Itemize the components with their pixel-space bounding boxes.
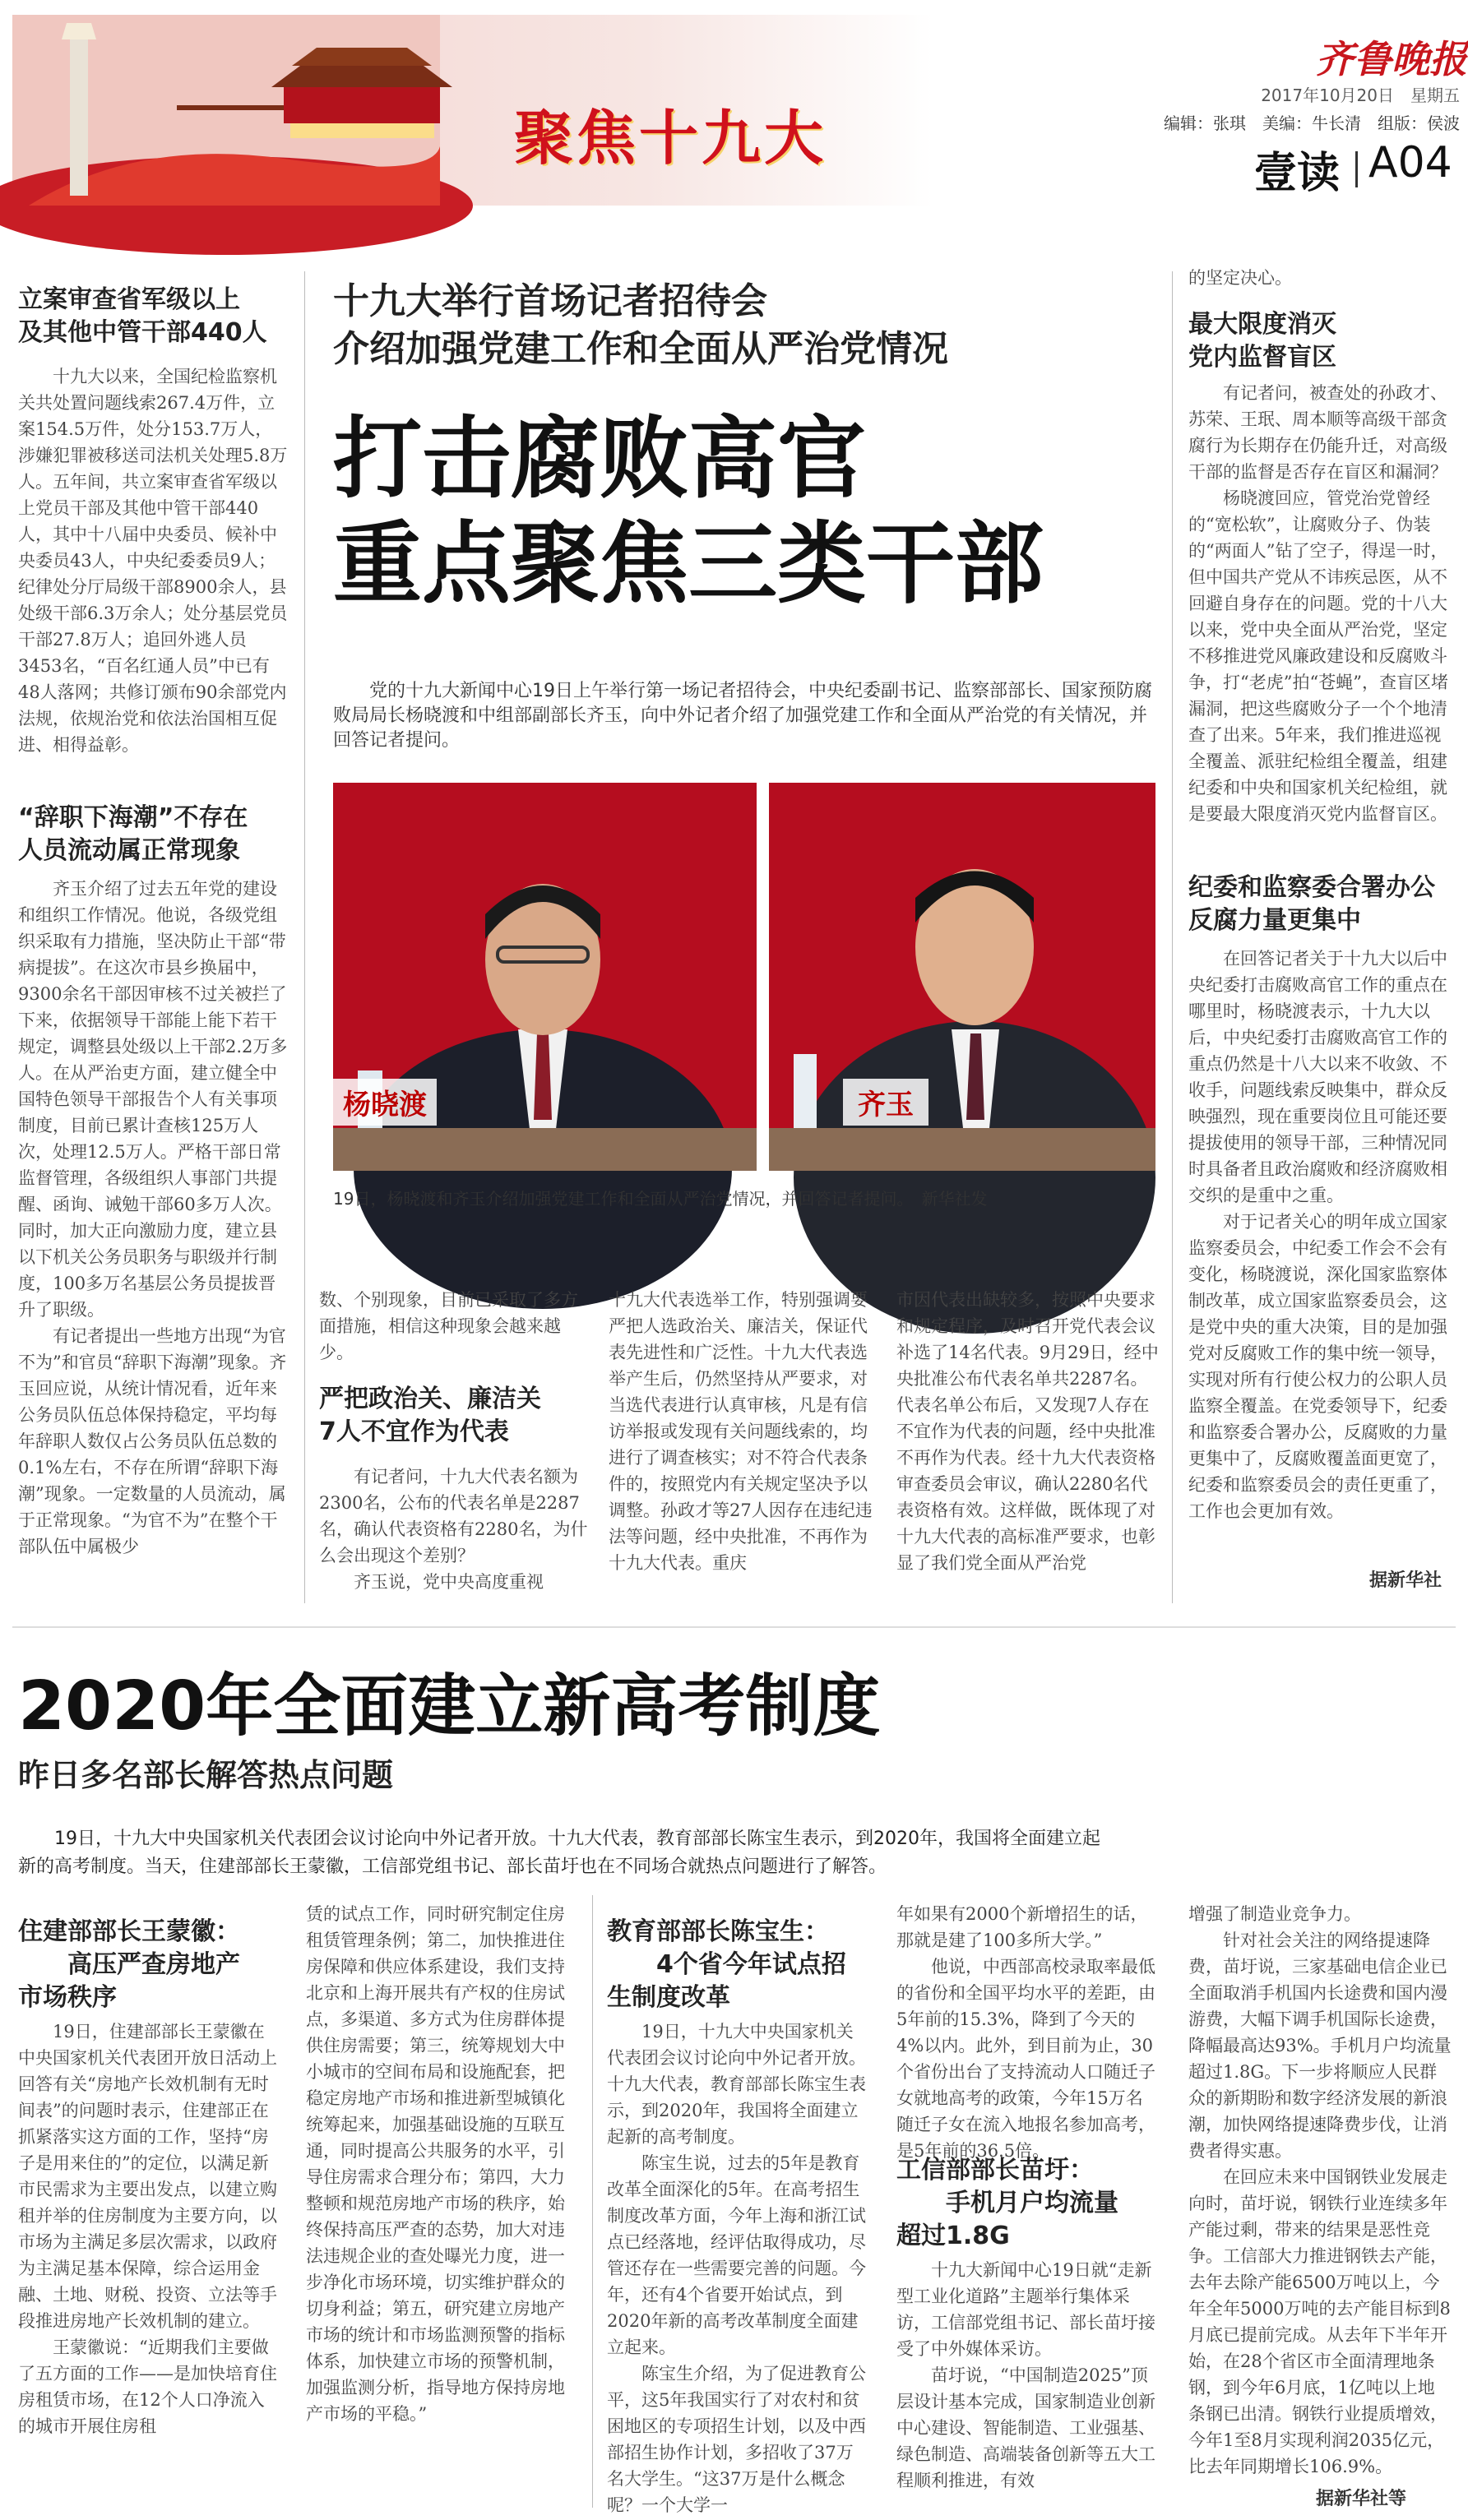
section-divider: [1355, 151, 1358, 187]
right-credit: 据新华社: [1369, 1570, 1443, 1591]
b5-body: 增强了制造业竞争力。 针对社会关注的网络提速降费，苗圩说，三家基础电信企业已全面取消手机国内长途费和国内漫游费，大幅下调手机国际长途费，降幅最高达93%。手机月户均流量超过1.8G。下一步将顺应人民群众的新期盼和数字经济发展的新浪潮，加快网络提速降费步伐，让消费者得实惠。 在回应未来中国钢铁业发展走向时，苗圩说，钢铁行业连续多年产能过剩，带来的结果是恶性竞争。工信部大力推进钢铁去产能，去年去除产能6500万吨以上，今年全年5000万吨的去产能目标到8月底已提前完成。从去年下半年开始，在28个省区市全面清理地条钢，到今年6月底，1亿吨以上地条钢已出清。钢铁行业提质增效，今年1至8月实现利润2035亿元，比去年同期增长106.9%。: [1188, 1904, 1452, 2476]
right-subhead-1: 最大限度消灭 党内监督盲区: [1188, 310, 1336, 372]
mid-col1-top: 数、个别现象，目前已采取了多方面措施，相信这种现象会越来越少。: [319, 1290, 578, 1362]
photo-qi-yu: [769, 783, 1155, 1171]
b1-subhead: 住建部部长王蒙徽： 高压严查房地产 市场秩序: [18, 1917, 240, 2012]
photo-caption: 19日，杨晓渡和齐玉介绍加强党建工作和全面从严治党情况，并回答记者提问。 新华社发: [333, 1189, 988, 1209]
section-label: 壹读: [1254, 149, 1341, 198]
lead-headline: 打击腐败高官 重点聚焦三类干部: [333, 408, 1044, 616]
right-body-1: 有记者问，被查处的孙政才、苏荣、王珉、周本顺等高级干部贪腐行为长期存在仍能升迁，对高级干部的监督是否存在盲区和漏洞？ 杨晓渡回应，管党治党曾经的“宽松软”，让腐败分子、伪装的“两面人”钻了空子，得逞一时，但中国共产党从不讳疾忌医，从不回避自身存在的问题。党的十八大以来，党中央全面从严治党，坚定不移推进党风廉政建设和反腐败斗争，打“老虎”拍“苍蝇”，查盲区堵漏洞，把这些腐败分子一个个地清查了出来。5年来，我们推进巡视全覆盖、派驻纪检组全覆盖，组建纪委和中央和国家机关纪检组，就是要最大限度消灭党内监督盲区。: [1188, 383, 1448, 824]
left-subhead-1: 立案审查省军级以上 及其他中管干部440人: [18, 285, 267, 347]
right-continued: 的坚定决心。: [1188, 268, 1292, 288]
page-number: A04: [1368, 138, 1452, 187]
right-subhead-2: 纪委和监察委合署办公 反腐力量更集中: [1188, 873, 1435, 935]
b1-body: 19日，住建部部长王蒙徽在中央国家机关代表团开放日活动上回答有关“房地产长效机制有无时间表”的问题时表示，住建部正在抓紧落实这方面的工作，坚持“房子是用来住的”的定位，以满足新市民需求为主要出发点，以建立购租并举的住房制度为主要方向，以市场为主满足多层次需求，以政府为主满足基本保障，综合运用金融、土地、财税、投资、立法等手段推进房地产长效机制的建立。 王蒙徽说：“近期我们主要做了五方面的工作——是加快培育住房租赁市场，在12个人口净流入的城市开展住房租: [18, 2022, 277, 2436]
left-body-1: 十九大以来，全国纪检监察机关共处置问题线索267.4万件，立案154.5万件，处分153.7万人，涉嫌犯罪被移送司法机关处理5.8万人。五年间，共立案审查省军级以上党员干部及其他中管干部440人，其中十八届中央委员、候补中央委员43人，中央纪委委员9人；纪律处分厅局级干部8900余人，县处级干部6.3万余人；处分基层党员干部27.8万人；追回外逃人员3453名，“百名红通人员”中已有48人落网；共修订颁布90余部党内法规，依规治党和依法治国相互促进、相得益彰。: [18, 367, 288, 755]
masthead-logo: 齐鲁晚报: [1316, 37, 1467, 81]
b3-body: 19日，十九大中央国家机关代表团会议讨论向中外记者开放。十九大代表，教育部部长陈宝生表示，到2020年，我国将全面建立起新的高考制度。 陈宝生说，过去的5年是教育改革全面深化的5年。在高考招生制度改革方面，今年上海和浙江试点已经落地，经评估取得成功，尽管还存在一些需要完善的问题。今年，还有4个省要开始试点，到2020年新的高考改革制度全面建立起来。 陈宝生介绍，为了促进教育公平，这5年我国实行了对农村和贫困地区的专项招生计划，以及中西部招生协作计划，多招收了37万名大学生。“这37万是什么概念呢？一个大学一: [607, 2022, 866, 2515]
column-rule-right: [1172, 271, 1173, 1603]
second-subheadline: 昨日多名部长解答热点问题: [18, 1757, 394, 1793]
right-body-2: 在回答记者关于十九大以后中央纪委打击腐败高官工作的重点在哪里时，杨晓渡表示，十九大以后，中央纪委打击腐败高官工作的重点仍然是十八大以来不收敛、不收手，问题线索反映集中，群众反映强烈，现在重要岗位且可能还要提拔使用的领导干部，三种情况同时具备者且政治腐败和经济腐败相交织的是重中之重。 对于记者关心的明年成立国家监察委员会，中纪委工作会不会有变化，杨晓渡说，深化国家监察体制改革，成立国家监察委员会，这是党中央的重大决策，目的是加强党对反腐败工作的集中统一领导，实现对所有行使公权力的公职人员监察全覆盖。在党委领导下，纪委和监察委合署办公，反腐败的力量更集中了，反腐败覆盖面更宽了，纪委和监察委员会的责任更重了，工作也会更加有效。: [1188, 949, 1447, 1521]
b5-credit: 据新华社等: [1316, 2489, 1407, 2509]
mid-subhead: 严把政治关、廉洁关 7人不宜作为代表: [319, 1385, 541, 1446]
second-intro: 19日，十九大中央国家机关代表团会议讨论向中外记者开放。十九大代表，教育部部长陈宝生表示，到2020年，我国将全面建立起新的高考制度。当天，住建部部长王蒙徽，工信部党组书记、部长苗圩也在不同场合就热点问题进行了解答。: [18, 1829, 1100, 1877]
editors-line: 编辑：张琪 美编：牛长清 组版：侯波: [1164, 113, 1460, 133]
mid-col1-body: 有记者问，十九大代表名额为2300名，公布的代表名单是2287名，确认代表资格有2280名，为什么会出现这个差别？ 齐玉说，党中央高度重视: [319, 1467, 588, 1592]
column-rule: [304, 271, 305, 1603]
lead-intro: 党的十九大新闻中心19日上午举行第一场记者招待会，中央纪委副书记、监察部部长、国家预防腐败局局长杨晓渡和中组部副部长齐玉，向中外记者介绍了加强党建工作和全面从严治党的有关情况，并回答记者提问。: [333, 681, 1152, 751]
mid-col2-body: 十九大代表选举工作，特别强调要严把人选政治关、廉洁关，保证代表先进性和广泛性。十九大代表选举产生后，仍然坚持从严要求，对当选代表进行认真审核，凡是有信访举报或发现有关问题线索的，均进行了调查核实；对不符合代表条件的，按照党内有关规定坚决予以调整。孙政才等27人因存在违纪违法等问题，经中央批准，不再作为十九大代表。重庆: [609, 1290, 873, 1573]
b4-subhead: 工信部部长苗圩： 手机月户均流量 超过1.8G: [896, 2156, 1118, 2250]
banner-title: 聚焦十九大: [514, 104, 827, 173]
b4-body-2: 十九大新闻中心19日就“走新型工业化道路”主题举行集体采访，工信部党组书记、部长苗圩接受了中外媒体采访。 苗圩说，“中国制造2025”顶层设计基本完成，国家制造业创新中心建设、智能制造、工业强基、绿色制造、高端装备创新等五大工程顺利推进，有效: [896, 2260, 1155, 2490]
header-banner: [12, 15, 1164, 206]
tiananmen-illustration: [12, 15, 440, 206]
lead-kicker: 十九大举行首场记者招待会 介绍加强党建工作和全面从严治党情况: [333, 280, 948, 370]
left-body-2: 齐玉介绍了过去五年党的建设和组织工作情况。他说，各级党组织采取有力措施，坚决防止干部“带病提拔”。在这次市县乡换届中，9300余名干部因审核不过关被拦了下来，依据领导干部能上能下若干规定，调整县处级以上干部2.2万多人。在从严治吏方面，建立健全中国特色领导干部报告个人有关事项制度，目前已累计查核125万人次，处理12.5万人。严格干部日常监督管理，各级组织人事部门共提醒、函询、诫勉干部60多万人次。同时，加大正向激励力度，建立县以下机关公务员职务与职级并行制度，100多万名基层公务员提拔晋升了职级。 有记者提出一些地方出现“为官不为”和官员“辞职下海潮”现象。齐玉回应说，从统计情况看，近年来公务员队伍总体保持稳定，平均每年辞职人数仅占公务员队伍总数的0.1%左右，不存在所谓“辞职下海潮”现象。一定数量的人员流动，属于正常现象。“为官不为”在整个干部队伍中属极少: [18, 879, 288, 1556]
issue-date: 2017年10月20日 星期五: [1261, 86, 1460, 105]
mid-col3-body: 市因代表出缺较多，按照中央要求和规定程序，及时召开党代表会议补选了14名代表。9月29日，经中央批准公布代表名单共2287名。代表名单公布后，又发现7人存在不宜作为代表的问题，经中央批准不再作为代表。经十九大代表资格审查委员会审议，确认2280名代表资格有效。这样做，既体现了对十九大代表的高标准严要求，也彰显了我们党全面从严治党: [896, 1290, 1159, 1573]
second-headline: 2020年全面建立新高考制度: [18, 1667, 881, 1746]
photo-yang-xiaodu: [333, 783, 757, 1171]
photo-name-tag-left: 杨晓渡: [333, 1079, 437, 1126]
left-subhead-2: “辞职下海潮”不存在 人员流动属正常现象: [18, 803, 248, 865]
story-divider: [12, 1626, 1456, 1628]
b3-subhead: 教育部部长陈宝生： 4个省今年试点招 生制度改革: [607, 1917, 846, 2012]
b2-body: 赁的试点工作，同时研究制定住房租赁管理条例；第二，加快推进住房保障和供应体系建设，我们支持北京和上海开展共有产权的住房试点，多渠道、多方式为住房群体提供住房需要；第三，统筹规划大中小城市的空间布局和设施配套，把稳定房地产市场和推进新型城镇化统筹起来，加强基础设施的互联互通，同时提高公共服务的水平，引导住房需求合理分布；第四，大力整顿和规范房地产市场的秩序，始终保持高压严查的态势，加大对违法违规企业的查处曝光力度，进一步净化市场环境，切实维护群众的切身利益；第五，研究建立房地产市场的统计和市场监测预警的指标体系，加快建立市场的预警机制，加强监测分析，指导地方保持房地产市场的平稳。”: [306, 1904, 565, 2424]
bottom-rule-1: [592, 1895, 593, 2508]
b4-body: 年如果有2000个新增招生的话，那就是建了100多所大学。” 他说，中西部高校录取率最低的省份和全国平均水平的差距，由5年前的15.3%，降到了今天的4%以内。此外，到目前为止，30个省份出台了支持流动人口随迁子女就地高考的政策，今年15万名随迁子女在流入地报名参加高考，是5年前的36.5倍。: [896, 1904, 1155, 2161]
photo-name-tag-right: 齐玉: [843, 1079, 928, 1126]
